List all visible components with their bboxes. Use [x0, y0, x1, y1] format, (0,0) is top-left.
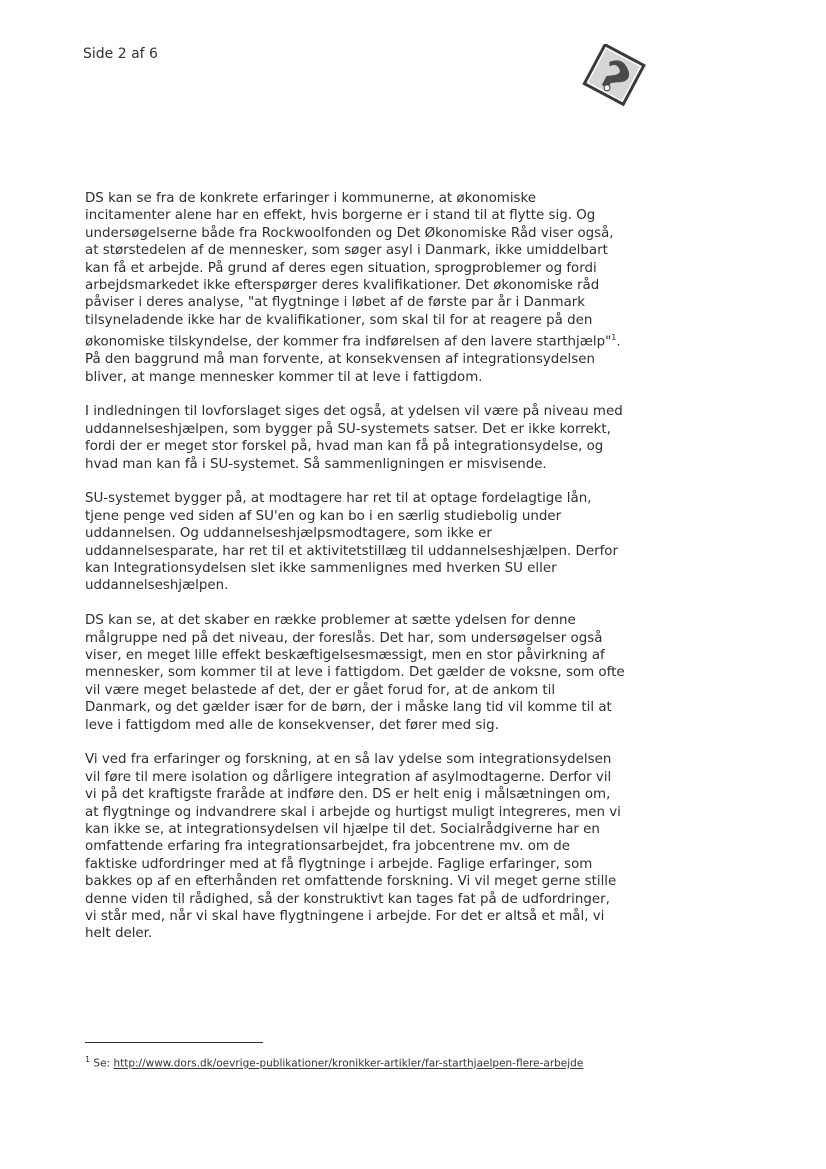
footnote	[85, 1052, 625, 1072]
body-text	[85, 190, 625, 960]
paragraph-2: I indledningen til lovforslaget siges det også, at ydelsen vil være på niveau med uddannelseshjælpen, som bygger på SU-systemets satser. Det er ikke korrekt, fordi der er meget stor forskel på, hvad man kan få på integrationsydelse, og hvad man kan få i SU-systemet. Så sammenligningen er misvisende.	[85, 404, 623, 472]
ds-logo-icon	[582, 44, 648, 106]
footnote-link[interactable]: http://www.dors.dk/oevrige-publikationer/kronikker-artikler/far-starthjaelpen-flere-arbejde	[113, 1057, 584, 1070]
page-number: Side 2 af 6	[83, 46, 158, 62]
paragraph-4: DS kan se, at det skaber en række problemer at sætte ydelsen for denne målgruppe ned på det niveau, der foreslås. Det har, som undersøgelser også viser, en meget lille effekt beskæftigelsesmæssigt, men en stor påvirkning af mennesker, som kommer til at leve i fattigdom. Det gælder de voksne, som ofte vil være meget belastede af det, der er gået forud for, at de ankom til Danmark, og det gælder især for de børn, der i måske lang tid vil komme til at leve i fattigdom med alle de konsekvenser, det fører med sig.	[85, 613, 625, 733]
footnote-ref[interactable]: 1	[611, 333, 617, 343]
paragraph-5: Vi ved fra erfaringer og forskning, at en så lav ydelse som integrationsydelsen vil føre til mere isolation og dårligere integration af asylmodtagerne. Derfor vil vi på det kraftigste fraråde at indføre den. DS er helt enig i målsætningen om, at flygtninge og indvandrere skal i arbejde og hurtigst muligt integreres, men vi kan ikke se, at integrationsydelsen vil hjælpe til det. Socialrådgiverne har en omfattende erfaring fra integrationsarbejdet, fra jobcentrene mv. om de faktiske udfordringer med at få flygtninge i arbejde. Faglige erfaringer, som bakkes op af en efterhånden ret omfattende forskning. Vi vil meget gerne stille denne viden til rådighed, så der konstruktivt kan tages fat på de udfordringer, vi står med, når vi skal have flygtningene i arbejde. For det er altså et mål, vi helt deler.	[85, 752, 621, 942]
paragraph-3: SU-systemet bygger på, at modtagere har ret til at optage fordelagtige lån, tjene penge ved siden af SU'en og kan bo i en særlig studiebolig under uddannelsen. Og uddannelseshjælpsmodtagere, som ikke er uddannelsesparate, har ret til et aktivitetstillæg til uddannelseshjælpen. Derfor kan Integrationsydelsen slet ikke sammenlignes med hverken SU eller uddannelseshjælpen.	[85, 491, 618, 594]
footnote-number: 1	[85, 1055, 91, 1064]
footnote-divider	[85, 1042, 263, 1043]
paragraph-1: DS kan se fra de konkrete erfaringer i kommunerne, at økonomiske incitamenter alene har en effekt, hvis borgerne er i stand til at flytte sig. Og undersøgelserne både fra Rockwoolfonden og Det Økonomiske Råd viser også, at størstedelen af de mennesker, som søger asyl i Danmark, ikke umiddelbart kan få et arbejde. På grund af deres egen situation, sprogproblemer og fordi arbejdsmarkedet ikke efterspørger deres kvalifikationer. Det økonomiske råd påviser i deres analyse, "at flygtninge i løbet af de første par år i Danmark tilsyneladende ikke har de kvalifikationer, som skal til for at reagere på den økonomiske tilskyndelse, der kommer fra indførelsen af den lavere starthjælp"$^1$. På den baggrund må man forvente, at konsekvensen af integrationsydelsen bliver, at mange mennesker kommer til at leve i fattigdom.	[85, 191, 621, 385]
footnote-prefix: Se:	[90, 1057, 114, 1070]
